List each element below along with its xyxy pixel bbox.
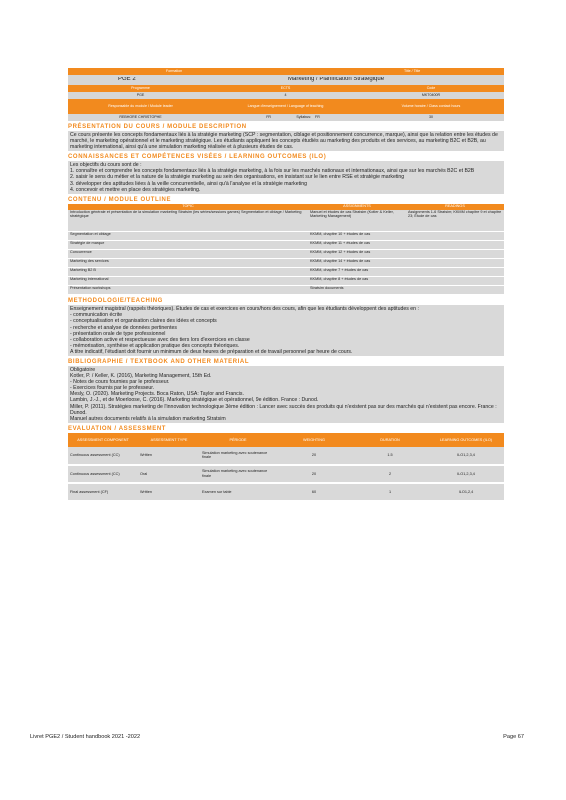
table-row (68, 465, 504, 483)
col-readings: READINGS (406, 204, 504, 210)
component-cell: Continuous assessment (CC) (68, 447, 138, 465)
outcomes-intro: Les objectifs du cours sont de : (70, 162, 142, 169)
table-row (68, 277, 504, 286)
method-line: - communication écrite (70, 312, 123, 319)
outcomes-block (68, 161, 504, 193)
formation-label: Formation (166, 69, 183, 74)
reading-cell: Assignments 1-6 Stratsim; KKMM chapitre 9 et chapitre 23; Étude de cas (406, 210, 504, 232)
outcomes-title: CONNAISSANCES ET COMPÉTENCES VISÉES / LEARNING OUTCOMES (ILO) (68, 154, 327, 161)
method-line: - collaboration active et respectueuse avec des tiers lors d'exercices en classe (70, 336, 250, 343)
language-label: Langue d'enseignement / Language of teaching (247, 104, 324, 109)
type-cell: Written (138, 483, 200, 501)
topic-cell: Segmentation et ciblage (68, 232, 308, 241)
header-program-row (68, 75, 504, 85)
method-line: - recherche et analyse de données pertinentes (70, 324, 177, 331)
method-line: Enseignement magistral (rappels théoriques). Études de cas et exercices en cours/hors des cours, afin que les étudiants développent des aptitudes en : (70, 306, 419, 313)
reading-cell (406, 268, 504, 277)
code-value: MKT0400R (421, 93, 441, 98)
footer-left: Livret PGE2 / Student handbook 2021 -2022 (30, 734, 141, 740)
code-label: Code (426, 86, 436, 91)
table-row (68, 210, 504, 232)
biblio-line: Kotler, P. / Keller, K. (2016), Marketing Management, 15th Ed. (70, 373, 212, 380)
assign-cell: Manuel et études de cas Stratsim (Kotler & Keller, Marketing Management) (308, 210, 406, 232)
assign-cell: KKMM, chapitre 10 + études de cas (308, 232, 406, 241)
syllabus-label: Syllabus: (296, 115, 311, 120)
table-row (68, 241, 504, 250)
header-leader-labels (68, 99, 504, 114)
outcome-item: 2. saisir le sens du métier et la nature de la stratégie marketing au sein des organisations, en insistant sur le lien entre RSE et stratégie marketing (70, 174, 405, 181)
biblio-line: Mesly, O. (2020). Marketing Projects. Boca Raton, USA: Taylor and Francis. (70, 391, 244, 398)
leader-lang: FR (266, 115, 271, 120)
col-component: ASSESSMENT COMPONENT (68, 433, 138, 447)
col-duration: DURATION (352, 433, 428, 447)
reading-cell (406, 232, 504, 241)
ilo-cell: ILO1,2,3,4 (428, 447, 504, 465)
topic-cell: Stratégie de marque (68, 241, 308, 250)
topic-cell: Introduction générale et présentation de la simulation marketing Stratsim (les séries/sessions games) Segmentation et ciblage / Marketing stratégique (68, 210, 308, 232)
ilo-cell: ILO1,2,4 (428, 483, 504, 501)
content-title: CONTENU / MODULE OUTLINE (68, 196, 172, 203)
topic-cell: Présentation workshops (68, 286, 308, 295)
weighting-cell: 20 (276, 465, 352, 483)
evaluation-table (68, 433, 504, 502)
col-period: PÉRIODE (200, 433, 276, 447)
leader-name: REBHORE CHRISTOPHE (119, 115, 162, 120)
topic-cell: Marketing B2 B (68, 268, 308, 277)
ilo-cell: ILO1,2,3,4 (428, 465, 504, 483)
period-cell: Simulation marketing avec soutenance finale (200, 465, 276, 483)
biblio-line: Obligatoire (70, 367, 96, 373)
title-label: Title / Title (404, 69, 421, 74)
reading-cell (406, 259, 504, 268)
presentation-text: Ce cours présente les concepts fondamentaux liés à la stratégie marketing (SCP : segmentation, ciblage et positionnement concurrence, marque), ainsi que la relation entre les études de marché, le marketing opérationnel et le marketing stratégique. Les étudiants appliquent les concepts étudiés au marketing des produits et des services, au marketing B2C et B2B, au marketing international, ainsi qu'à une simulation marketing réalisée et à plusieurs études de cas. (68, 131, 504, 151)
leader-label: Responsable du module / Module leader (108, 104, 173, 109)
programme-value: PGE (136, 93, 145, 98)
syllabus-lang: FR (315, 115, 320, 120)
component-cell: Continuous assessment (CC) (68, 465, 138, 483)
type-cell: Written (138, 447, 200, 465)
page-number: Page 67 (503, 734, 524, 740)
col-assignments: ASSIGNMENTS (308, 204, 406, 210)
assign-cell: KKMM, chapitre 11 + études de cas (308, 241, 406, 250)
type-cell: Oral (138, 465, 200, 483)
evaluation-title: EVALUATION / ASSESSMENT (68, 425, 167, 432)
biblio-line: - Notes de cours fournies par le professeur. (70, 379, 170, 386)
method-line: - conceptualisation et organisation claires des idées et concepts (70, 318, 217, 325)
period-cell: Examen sur table (200, 483, 276, 501)
reading-cell (406, 286, 504, 295)
duration-cell: 1 (352, 483, 428, 501)
weighting-cell: 20 (276, 447, 352, 465)
hours-value: 30 (429, 115, 433, 120)
assign-cell: KKMM, chapitre 8 + études de cas (308, 277, 406, 286)
method-line: - mémorisation, synthèse et application pratique des concepts théoriques. (70, 342, 240, 349)
assign-cell: Stratsim documents (308, 286, 406, 295)
header-leader-values (68, 114, 504, 121)
programme-label: Programme (131, 86, 150, 91)
duration-cell: 1.5 (352, 447, 428, 465)
table-row (68, 286, 504, 295)
method-block (68, 305, 504, 356)
biblio-line: Miller, P. (2011). Stratégies marketing de l'innovation technologique 3ème édition : Lancer avec succès des produits qui n'existent pas sur des marchés qui n'existent pas encore. France : Dunod. (70, 403, 497, 416)
hours-label: Volume horaire / Class contact hours (401, 104, 461, 109)
header-codes-labels (68, 85, 504, 92)
biblio-title: BIBLIOGRAPHIE / TEXTBOOK AND OTHER MATERIAL (68, 359, 250, 365)
page-footer (30, 734, 524, 740)
biblio-line: - Exercices fournis par le professeur. (70, 385, 155, 392)
assign-cell: KKMM, chapitre 14 + études de cas (308, 259, 406, 268)
assign-cell: KKMM, chapitre 12 + études de cas (308, 250, 406, 259)
reading-cell (406, 241, 504, 250)
table-row (68, 447, 504, 465)
header-codes-values (68, 92, 504, 99)
table-row (68, 259, 504, 268)
period-cell: Simulation marketing avec soutenance finale (200, 447, 276, 465)
topic-cell: Concurrence (68, 250, 308, 259)
biblio-line: Manuel autres documents relatifs à la simulation marketing Stratsim (70, 415, 226, 422)
col-ilo: LEARNING OUTCOMES (ILO) (428, 433, 504, 447)
method-title: METHODOLOGIE/TEACHING (68, 298, 163, 305)
assign-cell: KKMM, chapitre 7 + études de cas (308, 268, 406, 277)
course-title: Marketing / Planification Stratégique (288, 77, 385, 83)
outcome-item: 4. concevoir et mettre en place des stratégies marketing. (70, 186, 201, 193)
biblio-block (68, 366, 504, 423)
weighting-cell: 60 (276, 483, 352, 501)
program-value: PGE 2 (118, 77, 136, 83)
course-sheet (68, 68, 504, 502)
biblio-line: Lambin, J.-J., et de Moerloose, C. (2016). Marketing stratégique et opérationnel, 9e édition. France : Dunod. (70, 397, 319, 404)
duration-cell: 2 (352, 465, 428, 483)
component-cell: Final assessment (CF) (68, 483, 138, 501)
table-row (68, 483, 504, 501)
topic-cell: Marketing des services (68, 259, 308, 268)
table-row (68, 232, 504, 241)
table-row (68, 268, 504, 277)
header-labels-row (68, 68, 504, 75)
ects-label: ECTS (280, 86, 291, 91)
outcome-item: 1. connaître et comprendre les concepts fondamentaux liés à la stratégie marketing, à la fois sur les marchés nationaux et internationaux, ainsi que sur les marchés B2C et B2B (70, 168, 475, 175)
presentation-title: PRÉSENTATION DU COURS / MODULE DESCRIPTION (68, 124, 247, 130)
reading-cell (406, 277, 504, 286)
method-line: - présentation orale de type professionnel (70, 330, 166, 337)
col-type: ASSESSMENT TYPE (138, 433, 200, 447)
method-line: A titre indicatif, l'étudiant doit fournir un minimum de deux heures de préparation et de travail personnel par heure de cours. (70, 348, 353, 355)
col-weighting: WEIGHTING (276, 433, 352, 447)
content-table (68, 204, 504, 296)
reading-cell (406, 250, 504, 259)
col-topic: TOPIC (68, 204, 308, 210)
topic-cell: Marketing international (68, 277, 308, 286)
ects-value: 4 (284, 93, 287, 98)
table-row (68, 250, 504, 259)
outcome-item: 3. développer des aptitudes liées à la veille concurrentielle, ainsi qu'à l'analyse et la stratégie marketing (70, 180, 307, 187)
